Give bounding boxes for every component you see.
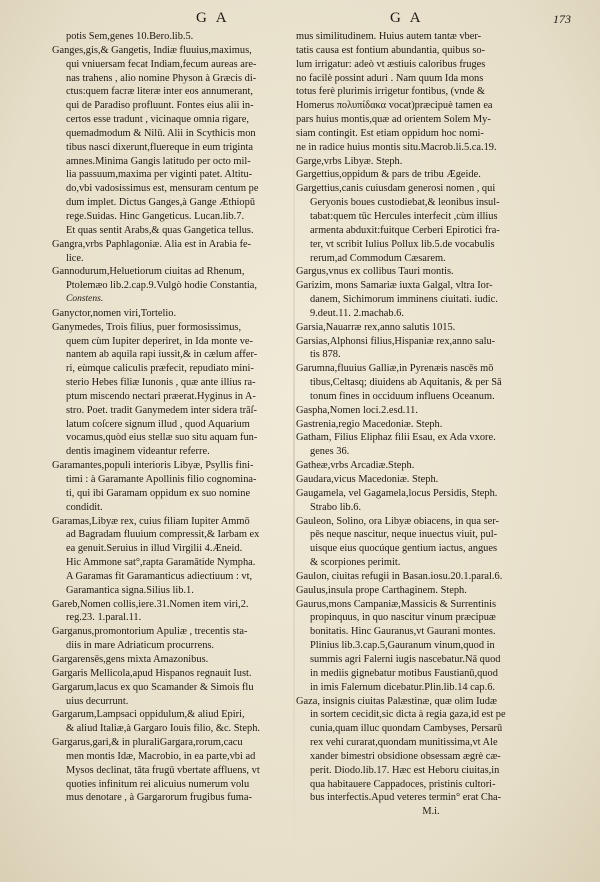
text-line: lia passuum,maxima per viginti patet. Altitu-: [66, 169, 253, 181]
left-column: [52, 30, 297, 805]
text-line: mus denotare , à Gargarorum frugibus fuma-: [66, 792, 252, 804]
text-line: Gaulus,insula prope Carthaginem. Steph.: [296, 584, 467, 596]
text-line: nantem ab aquila rapi iussit,& in cælum affer-: [66, 349, 258, 361]
text-line: in sortem cecidit,sic dicta à regia gaza,id est pe: [310, 709, 506, 721]
text-line: ti, qui ibi Garamam oppidum ex suo nomine: [66, 487, 251, 499]
text-line: ri, eùmque caliculis præfecit, repudiato mini-: [66, 363, 254, 375]
text-line: Ganymedes, Trois filius, puer formosissimus,: [52, 321, 242, 333]
text-line: ne in radice huius montis situ.Macrob.li.5.ca.19.: [296, 141, 497, 153]
text-line: ad Bagradam fluuium compressit,& Iarbam ex: [66, 529, 260, 541]
right-column: [296, 30, 566, 819]
text-line: Garsias,Alphonsi filius,Hispaniæ rex,anno salu-: [296, 335, 496, 347]
text-line: Garsia,Nauarræ rex,anno salutis 1015.: [296, 321, 456, 333]
text-line: dentis imaginem videantur referre.: [66, 446, 210, 458]
text-line: Gaza, insignis ciuitas Palæstinæ, quæ olim Iudæ: [296, 695, 497, 707]
text-line: Plinius lib.3.cap.5,Gauranum vinum,quod in: [310, 640, 495, 652]
text-line: Geryonis boues custodiebat,& leonibus insul-: [310, 197, 500, 209]
text-line: reg.23. 1.paral.11.: [66, 612, 142, 624]
text-line: Gaspha,Nomen loci.2.esd.11.: [296, 404, 418, 416]
text-line: Mysos declinat, tāta frugū vbertate affluens, vt: [66, 764, 260, 776]
text-line: Garumna,fluuius Galliæ,in Pyrenæis nascēs mō: [296, 363, 494, 375]
text-line: Homerus πολυπίδακα vocat)præcipuè tamen ea: [296, 100, 493, 112]
text-line: ea genuit.Seruius in illud Virgilii 4.Æneid.: [66, 543, 243, 555]
text-line: tabat:quem tūc Hercules interfecit ,cùm illius: [310, 210, 498, 222]
text-line: Et quas sentit Arabs,& quas Gangetica tellus.: [66, 224, 254, 236]
text-line: Gargettius,canis cuiusdam generosi nomen , qui: [296, 183, 496, 195]
running-header: [0, 10, 600, 32]
text-line: in mediis gignebatur motibus Faustianū,quod: [310, 667, 498, 679]
text-line: quem cùm Iupiter deperiret, in Ida monte ve-: [66, 335, 253, 347]
text-line: sterio Hebes filiæ Iunonis , quæ ante illius ra-: [66, 377, 256, 389]
text-line: Gargus,vnus ex collibus Tauri montis.: [296, 266, 454, 278]
text-line: quemadmodum & Nilū. Alii in Scythicis mon: [66, 127, 256, 139]
text-line: cunia,quam illuc quondam Cambyses, Persarū: [310, 723, 503, 735]
text-line: danem, Sichimorum imminens ciuitati. iudic.: [310, 294, 498, 306]
text-line: Gatheæ,vrbs Arcadiæ.Steph.: [296, 460, 415, 472]
text-line: condidit.: [66, 501, 103, 513]
text-line: ter, vt scribit Iulius Pollux lib.5.de vocabulis: [310, 238, 495, 250]
text-line: uius decurrunt.: [66, 695, 129, 707]
text-line: lum irrigatur: adeò vt æstiuis caloribus fruges: [296, 58, 486, 70]
text-line: Gaulon, ciuitas refugii in Basan.iosu.20.1.paral.6.: [296, 570, 503, 582]
text-line: bus interfectis.Apud veteres termin° erat Cha-: [310, 792, 502, 804]
text-line: Gareb,Nomen collis,iere.31.Nomen item viri,2.: [52, 598, 249, 610]
text-line: summis agri Falerni iugis nascebatur.Nā quod: [310, 653, 501, 665]
text-line: tonum fines in occiduum influens Oceanum.: [310, 390, 495, 402]
text-line: mus similitudinem. Huius autem tantæ vber-: [296, 31, 482, 42]
text-line: do,vbi vadosissimus est, mensuram centum pe: [66, 183, 259, 195]
text-line: uisque eius quocúque gentium iactus, angues: [310, 543, 497, 555]
text-line: Gastrenia,regio Macedoniæ. Steph.: [296, 418, 443, 430]
text-line: Ganyctor,nomen viri,Tortelio.: [52, 307, 177, 319]
text-line: Gargettius,oppidum & pars de tribu Ægeide.: [296, 169, 481, 181]
text-line: Gargarus,gari,& in pluraliGargara,rorum,cacu: [52, 737, 243, 749]
text-line: genes 36.: [310, 446, 350, 458]
text-line: Garamas,Libyæ rex, cuius filiam Iupiter Ammō: [52, 515, 250, 527]
text-line: bonitatis. Hinc Gauranus,vt Gaurani montes.: [310, 626, 496, 638]
text-line: Garge,vrbs Libyæ. Steph.: [296, 155, 403, 167]
text-line: tis 878.: [310, 349, 341, 361]
text-line: tatis causa est fontium abundantia, quibus so-: [296, 44, 486, 56]
text-line: lice.: [66, 252, 84, 264]
text-line: propinquus, in quo nascitur vinum præcipuæ: [310, 612, 496, 624]
text-line: & aliud Italiæ,à Gargaro Iouis filio, &c. Steph.: [66, 723, 261, 735]
text-line: potis Sem,genes 10.Bero.lib.5.: [66, 31, 194, 42]
text-line: no facilè possint aduri . Nam quum Ida mons: [296, 72, 484, 84]
text-line: armenta abduxit:fuitque Cerberi Epirotici fra-: [310, 224, 500, 236]
text-line: Garamantes,populi interioris Libyæ, Psyllis fini-: [52, 460, 254, 472]
text-line: nas trahens , alio nomine Physon à Græcis di-: [66, 72, 257, 84]
text-line: M.i.: [422, 806, 440, 818]
text-line: Gargarum,Lampsaci oppidulum,& aliud Epiri,: [52, 709, 245, 721]
text-line: qui vniuersam fecat Indiam,fecum aureas are-: [66, 58, 257, 70]
text-line: xander bimestri obsidione obsessam ægrè cæ-: [310, 750, 501, 762]
text-line: certos esse tradunt , vicinaque omnia rigare,: [66, 114, 249, 126]
text-line: Ganges,gis,& Gangetis, Indiæ fluuius,maximus,: [52, 44, 252, 56]
text-line: pars huius montis,quæ ad orientem Solem My-: [296, 114, 491, 126]
text-line: ptum miscendo nectari præerat.Hyginus in A-: [66, 390, 256, 402]
text-line: & scorpiones perimit.: [310, 557, 401, 569]
text-line: men montis Idæ, Macrobio, in ea parte,vbi ad: [66, 750, 256, 762]
text-line: Gargarum,lacus ex quo Scamander & Simois flu: [52, 681, 254, 693]
text-line: pēs neque nascitur, neque inuectus viuit, pul-: [310, 529, 498, 541]
text-line: rege.Suidas. Hinc Gangeticus. Lucan.lib.7.: [66, 210, 245, 222]
text-line: Garganus,promontorium Apuliæ , trecentis sta-: [52, 626, 248, 638]
text-line: vocamus,quòd eius stellæ suo situ aquam fun-: [66, 432, 258, 444]
text-line: Gaugamela, vel Gagamela,locus Persidis, Steph.: [296, 487, 498, 499]
text-line: Hic Ammone sat°,rapta Garamātide Nympha.: [66, 557, 256, 569]
text-line: diis in mare Adriaticum procurrens.: [66, 640, 215, 652]
text-line: totus ferè plurimis irrigetur fontibus, (vnde &: [296, 86, 486, 98]
text-line: Gargarensēs,gens mixta Amazonibus.: [52, 653, 209, 665]
text-line: siam contingit. Est etiam oppidum hoc nomi-: [296, 127, 484, 139]
text-line: Ptolemæo lib.2.cap.9.Vulgò hodie Constantia,: [66, 280, 258, 292]
text-line: quoties infinitum rei alicuius numerum volu: [66, 778, 250, 790]
text-line: qui de Paradiso profluunt. Fontes eius alii in-: [66, 100, 254, 112]
text-line: Constens.: [66, 294, 104, 305]
column-gutter: [293, 30, 295, 860]
text-line: Gangra,vrbs Paphlagoniæ. Alia est in Arabia fe-: [52, 238, 252, 250]
text-line: rex vehi curarat,quondam munitissima,vt Ale: [310, 737, 498, 749]
text-line: Gaudara,vicus Macedoniæ. Steph.: [296, 474, 439, 485]
header-letters-right: G A: [390, 10, 424, 26]
text-line: Garizim, mons Samariæ iuxta Galgal, vltra Ior-: [296, 280, 493, 292]
text-line: tibus,Celtasq; diuidens ab Aquitanis, & per Sā: [310, 377, 502, 389]
text-line: ctus:quem facræ literæ inter eos annumerant,: [66, 86, 253, 98]
text-line: A Garamas fit Garamanticus adiectiuum : vt,: [66, 570, 253, 582]
text-line: tibus nasci dixerunt,fluereque in eum triginta: [66, 141, 253, 153]
page-number: 173: [553, 12, 571, 26]
text-line: 9.deut.11. 2.machab.6.: [310, 307, 404, 319]
text-line: Garamantica signa.Silius lib.1.: [66, 584, 194, 596]
text-line: Gannodurum,Heluetiorum ciuitas ad Rhenum,: [52, 266, 245, 278]
text-line: timi : à Garamante Apollinis filio cognomina-: [66, 474, 257, 485]
text-line: dum implet. Dictus Ganges,à Gange Æthiopū: [66, 197, 256, 209]
text-line: qua habitauere Cappadoces, pristinis cultori-: [310, 778, 496, 790]
text-line: perit. Diodo.lib.17. Hæc est Heboru ciuitas,in: [310, 764, 500, 776]
text-line: stro. Poet. tradit Ganymedem inter sidera trāſ-: [66, 404, 258, 416]
text-line: Gaurus,mons Campaniæ,Massicis & Surrentinis: [296, 598, 497, 610]
text-line: amnes.Minima Gangis latitudo per octo mil-: [66, 155, 251, 167]
text-line: Strabo lib.6.: [310, 501, 362, 513]
text-line: Gauleon, Solino, ora Libyæ obiacens, in qua ser-: [296, 515, 499, 527]
text-line: in imis Falernum dicebatur.Plin.lib.14 cap.6.: [310, 681, 495, 693]
text-line: Gargaris Mellicola,apud Hispanos regnauit Iust.: [52, 667, 252, 679]
header-letters-left: G A: [196, 10, 230, 26]
text-line: Gatham, Filius Eliphaz filii Esau, ex Ada vxore.: [296, 432, 496, 444]
text-line: latum coſcere signum illud , quod Aquarium: [66, 418, 250, 430]
text-line: rerum,ad Commodum Cæsarem.: [310, 252, 446, 264]
